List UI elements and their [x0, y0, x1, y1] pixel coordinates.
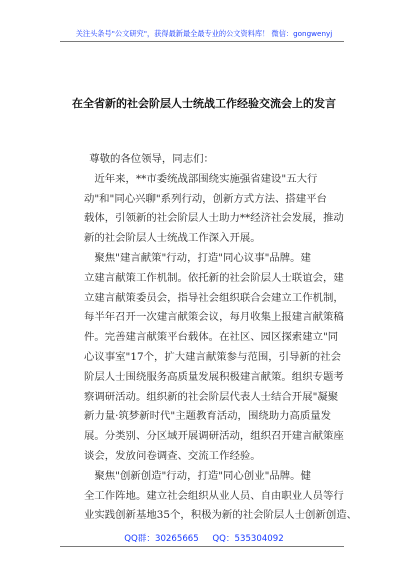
- paragraph-line: 载体，引领新的社会阶层人士助力**经济社会发展，推动: [84, 212, 344, 225]
- footer-divider: [60, 546, 344, 547]
- paragraph-line: 近年来，**市委统战部围绕实施强省建设"五大行: [94, 172, 318, 185]
- paragraph-line: 件。完善建言献策平台载体。在社区、园区探索建立"同: [84, 331, 339, 344]
- footer-note: QQ群：30265665 QQ：535304092: [124, 534, 284, 544]
- paragraph-line: 新力量·筑梦新时代"主题教育活动，围绕助力高质量发: [84, 410, 332, 423]
- document-body: [84, 150, 357, 526]
- paragraph-line: 谈会，发放问卷调查、交流工作经验。: [84, 449, 261, 462]
- paragraph-line: 展。分类别、分区域开展调研活动，组织召开建言献策座: [84, 430, 344, 443]
- paragraph-line: 察调研活动。组织新的社会阶层代表人士结合开展"凝聚: [84, 390, 339, 403]
- paragraph-line: 立建言献策工作机制。依托新的社会阶层人士联谊会，建: [84, 271, 344, 284]
- paragraph-line: 每半年召开一次建言献策会议，每月收集上报建言献策稿: [84, 311, 344, 324]
- paragraph-line: 立建言献策委员会，指导社会组织联合会建立工作机制，: [84, 291, 344, 304]
- header-note: 关注头条号"公文研究"，获得最新最全最专业的公文资料库！ 微信：gongwenyj: [75, 29, 333, 38]
- salutation-line: 尊敬的各位领导，同志们：: [89, 153, 214, 165]
- paragraph-line: 动"和"同心兴聊"系列行动，创新方式方法、搭建平台: [84, 192, 327, 205]
- paragraph-line: 聚焦"建言献策"行动，打造"同心议事"品牌。建: [94, 251, 311, 264]
- paragraph-line: 全工作阵地。建立社会组织从业人员、自由职业人员等行: [84, 489, 344, 502]
- paragraph-line: 新的社会阶层人士统战工作深入开展。: [84, 232, 261, 245]
- paragraph-line: 心议事室"17个，扩大建言献策参与范围，引导新的社会: [84, 350, 341, 363]
- document-title: 在全省新的社会阶层人士统战工作经验交流会上的发言: [72, 97, 336, 110]
- paragraph-line: 业实践创新基地35个，积极为新的社会阶层人士创新创造、: [84, 509, 357, 522]
- paragraph-line: 聚焦"创新创造"行动，打造"同心创业"品牌。健: [94, 469, 311, 482]
- header-divider: [60, 41, 344, 42]
- paragraph-line: 阶层人士围绕服务高质量发展积极建言献策。组织专题考: [84, 370, 344, 383]
